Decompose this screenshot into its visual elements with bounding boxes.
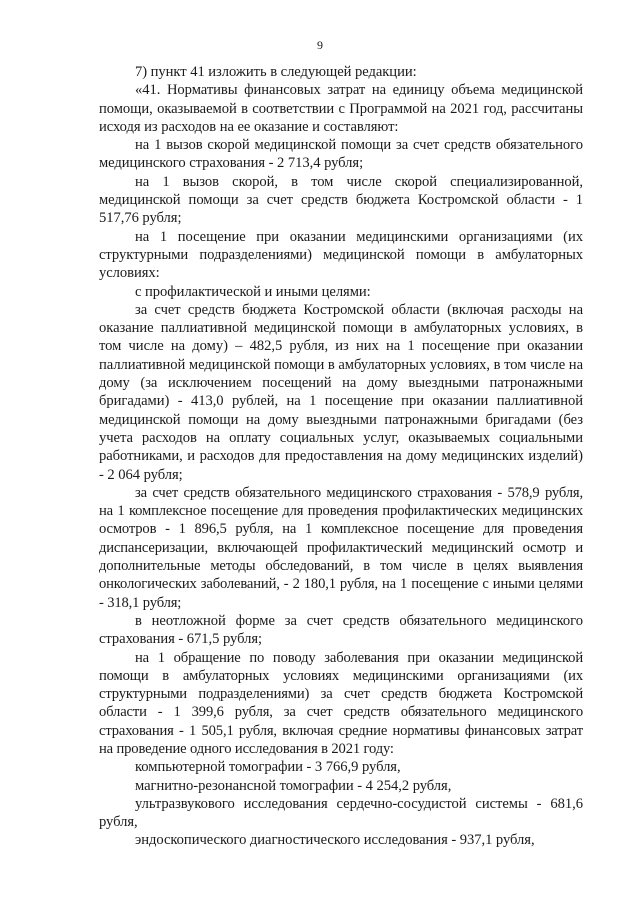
paragraph-disease-appeal: на 1 обращение по поводу заболевания при оказании медицинской помощи в амбулаторных условиях медицинскими организациями (их структурными подразделениями) за счет средств бюджета Костромской области - 1 399,6 рубля, за счет средств обязательного медицинского страхования - 1 505,1 рубля, включая средние нормативы финансовых затрат на проведение одного исследования в 2021 году: (99, 649, 583, 757)
paragraph-preventive-oms: за счет средств обязательного медицинского страхования - 578,9 рубля, на 1 комплексное посещение для проведения профилактических медицинских осмотров - 1 896,5 рубля, на 1 комплексное посещение для проведения диспансеризации, включающей профилактический медицинский осмотр и дополнительные методы обследований, в том числе в целях выявления онкологических заболеваний, - 2 180,1 рубля, на 1 посещение с иными целями - 318,1 рубля; (99, 484, 583, 611)
paragraph-urgent-oms: в неотложной форме за счет средств обязательного медицинского страхования - 671,5 рубля; (99, 612, 583, 648)
page-number: 9 (317, 38, 323, 52)
paragraph-palliative-budget: за счет средств бюджета Костромской области (включая расходы на оказание паллиативной медицинской помощи в амбулаторных условиях, в том числе на дому) – 482,5 рубля, из них на 1 посещение при оказании паллиативной медицинской помощи в амбулаторных условиях, в том числе на дому (за исключением посещений на дому выездными патронажными бригадами) - 413,0 рублей, на 1 посещение при оказании паллиативной медицинской помощи на дому выездными патронажными бригадами (без учета расходов на оплату социальных услуг, оказываемых социальными работниками, и расходов для предоставления на дому медицинских изделий) - 2 064 рубля; (99, 301, 583, 483)
paragraph-ct: компьютерной томографии - 3 766,9 рубля, (135, 759, 401, 776)
paragraph-mri: магнитно-резонансной томографии - 4 254,2 рубля, (135, 777, 452, 794)
paragraph-endoscopy: эндоскопического диагностического исследования - 937,1 рубля, (135, 832, 535, 849)
paragraph-ambulance-oms: на 1 вызов скорой медицинской помощи за счет средств обязательного медицинского страхования - 2 713,4 рубля; (99, 137, 583, 172)
paragraph-item-7-intro: 7) пункт 41 изложить в следующей редакции: (135, 64, 417, 80)
document-body (99, 63, 583, 850)
paragraph-preventive-purposes: с профилактической и иными целями: (135, 283, 371, 300)
paragraph-visit-outpatient: на 1 посещение при оказании медицинскими организациями (их структурными подразделениями) медицинской помощи в амбулаторных условиях: (99, 228, 583, 282)
paragraph-ambulance-budget: на 1 вызов скорой, в том числе скорой специализированной, медицинской помощи за счет средств бюджета Костромской области - 1 517,76 рубля; (99, 173, 583, 227)
paragraph-item-41-heading: «41. Нормативы финансовых затрат на единицу объема медицинской помощи, оказываемой в соответствии с Программой на 2021 год, рассчитаны исходя из расходов на ее оказание и составляют: (99, 82, 583, 135)
paragraph-ultrasound: ультразвукового исследования сердечно-сосудистой системы - 681,6 рубля, (99, 795, 583, 831)
